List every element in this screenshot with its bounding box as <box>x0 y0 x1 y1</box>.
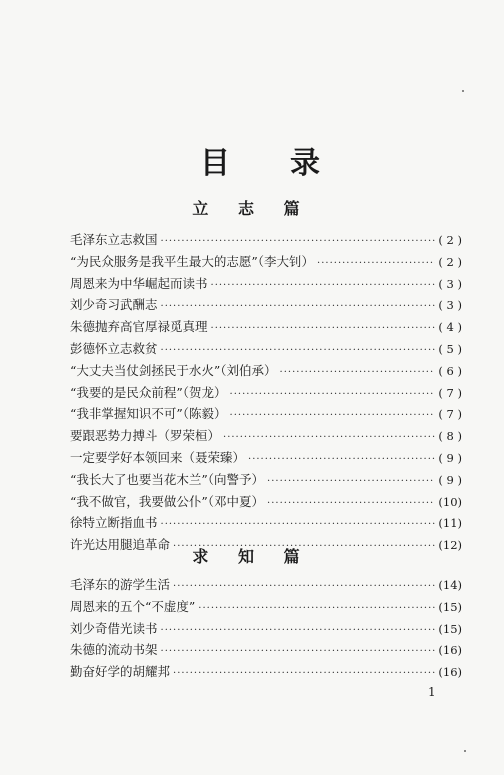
leader-dots <box>267 476 435 487</box>
toc-entry-page: ( 9 ) <box>438 450 462 465</box>
toc-entry-title: 朱德抛弃高官厚禄觅真理 <box>70 319 208 335</box>
toc-entry-page: ( 2 ) <box>438 233 462 247</box>
toc-entry[interactable] <box>70 470 462 492</box>
toc-entry-page: (12) <box>438 538 462 553</box>
toc-entry[interactable] <box>70 295 462 317</box>
toc-entry-title: 徐特立断指血书 <box>70 515 158 531</box>
toc-entry[interactable] <box>70 662 462 684</box>
scan-speck <box>462 90 464 92</box>
toc-entry-title: 周恩来的五个“不虚度” <box>70 598 196 614</box>
toc-entry-page: ( 2 ) <box>438 254 462 269</box>
toc-entry[interactable] <box>70 383 462 405</box>
toc-entry-page: (14) <box>438 578 462 592</box>
toc-entry-title: 朱德的流动书架 <box>70 642 158 658</box>
toc-entry[interactable] <box>70 274 462 296</box>
toc-entry[interactable] <box>70 619 462 641</box>
toc-entry-page: ( 9 ) <box>438 472 462 487</box>
toc-entry-page: ( 6 ) <box>438 363 462 378</box>
toc-entry-page: ( 5 ) <box>438 341 462 356</box>
toc-entry-title: “为民众服务是我平生最大的志愿”（李大钊） <box>70 253 315 269</box>
toc-entry-page: (11) <box>438 516 462 531</box>
toc-entry-title: 刘少奇借光读书 <box>70 620 158 636</box>
toc-entry[interactable] <box>70 640 462 662</box>
toc-entry-page: (15) <box>438 599 462 614</box>
toc-entry[interactable] <box>70 597 462 619</box>
toc-list-lizhi <box>70 230 462 557</box>
toc-entry-title: “大丈夫当仗剑拯民于水火”（刘伯承） <box>70 362 277 378</box>
toc-entry[interactable] <box>70 317 462 339</box>
toc-entry[interactable] <box>70 426 462 448</box>
leader-dots <box>161 236 436 247</box>
leader-dots <box>280 367 436 378</box>
toc-entry-title: 毛泽东的游学生活 <box>70 577 171 592</box>
toc-entry-page: (16) <box>438 643 462 658</box>
leader-dots <box>211 280 436 291</box>
toc-entry-title: 勤奋好学的胡耀邦 <box>70 664 171 680</box>
toc-entry-title: 要跟恶势力搏斗（罗荣桓） <box>70 428 221 444</box>
toc-entry[interactable] <box>70 361 462 383</box>
leader-dots <box>161 519 436 530</box>
toc-entry-page: ( 8 ) <box>438 429 462 444</box>
toc-entry-page: ( 7 ) <box>438 385 462 400</box>
leader-dots <box>173 581 435 592</box>
toc-entry-title: 一定要学好本领回来（聂荣臻） <box>70 449 246 465</box>
title-char-1: 目 <box>200 146 230 181</box>
toc-entry[interactable] <box>70 492 462 514</box>
page-title <box>0 138 504 181</box>
toc-entry-title: 周恩来为中华崛起而读书 <box>70 275 208 291</box>
page-number: 1 <box>428 685 436 699</box>
leader-dots <box>317 258 435 269</box>
leader-dots <box>230 389 436 400</box>
section-heading-lizhi: 立 志 篇 <box>192 199 312 218</box>
toc-entry-page: (10) <box>438 494 462 509</box>
toc-entry-title: “我非掌握知识不可”（陈毅） <box>70 406 227 422</box>
toc-list-qiuzhi <box>70 575 462 684</box>
toc-entry[interactable] <box>70 448 462 470</box>
toc-entry-title: “我不做官，我要做公仆”（邓中夏） <box>70 493 265 509</box>
toc-entry-page: ( 3 ) <box>438 276 462 291</box>
leader-dots <box>173 668 435 679</box>
toc-entry-page: (15) <box>438 621 462 636</box>
toc-entry-page: ( 3 ) <box>438 298 462 313</box>
leader-dots <box>161 345 436 356</box>
leader-dots <box>198 603 435 614</box>
leader-dots <box>161 625 436 636</box>
toc-entry-title: 刘少奇习武酬志 <box>70 297 158 313</box>
leader-dots <box>230 410 436 421</box>
scan-speck <box>464 750 466 752</box>
toc-entry[interactable] <box>70 230 462 252</box>
toc-entry[interactable] <box>70 575 462 597</box>
toc-entry-title: 彭德怀立志救贫 <box>70 340 158 356</box>
leader-dots <box>267 498 435 509</box>
toc-entry-title: 毛泽东立志救国 <box>70 232 158 247</box>
toc-entry-page: ( 4 ) <box>438 320 462 335</box>
leader-dots <box>223 432 435 443</box>
leader-dots <box>161 646 436 657</box>
toc-entry[interactable] <box>70 339 462 361</box>
title-char-2: 录 <box>290 146 320 181</box>
leader-dots <box>161 301 436 312</box>
leader-dots <box>248 454 435 465</box>
toc-entry-title: “我要的是民众前程”（贺龙） <box>70 384 227 400</box>
toc-entry-title: 许光达用腿追革命 <box>70 537 171 553</box>
toc-entry-page: (16) <box>438 665 462 680</box>
leader-dots <box>211 323 436 334</box>
toc-entry[interactable] <box>70 252 462 274</box>
toc-entry-title: “我长大了也要当花木兰”（向警予） <box>70 471 265 487</box>
toc-entry[interactable] <box>70 404 462 426</box>
section-heading-qiuzhi: 求 知 篇 <box>192 547 312 566</box>
toc-entry[interactable] <box>70 513 462 535</box>
toc-entry-page: ( 7 ) <box>438 407 462 422</box>
